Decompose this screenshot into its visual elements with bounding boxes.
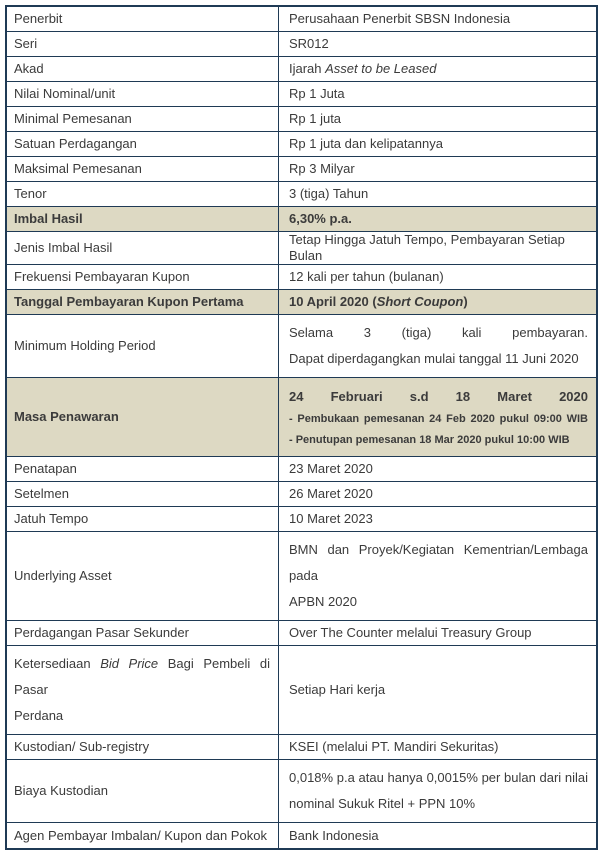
row-label: Tanggal Pembayaran Kupon Pertama <box>7 290 279 315</box>
value-line-2: nominal Sukuk Ritel + PPN 10% <box>289 796 476 811</box>
row-value: 23 Maret 2020 <box>279 457 596 482</box>
row-label: Jenis Imbal Hasil <box>7 232 279 265</box>
row-label: Tenor <box>7 182 279 207</box>
value-line-1: Selama 3 (tiga) kali pembayaran. <box>289 325 588 340</box>
value-line-2: Dapat diperdagangkan mulai tanggal 11 Juni 2020 <box>289 351 579 366</box>
row-label: Minimum Holding Period <box>7 315 279 378</box>
row-label: Perdagangan Pasar Sekunder <box>7 621 279 646</box>
row-value <box>279 57 596 82</box>
row-label: Seri <box>7 32 279 57</box>
row-value: Bank Indonesia <box>289 827 379 843</box>
row-value <box>279 378 596 457</box>
label-line-1: Ketersediaan Bid Price Bagi Pembeli di Pasar <box>14 656 270 697</box>
value-line-1: 24 Februari s.d 18 Maret 2020 <box>289 389 588 404</box>
row-value: Perusahaan Penerbit SBSN Indonesia <box>279 7 596 32</box>
row-label: Underlying Asset <box>7 532 279 621</box>
row-value <box>279 315 596 378</box>
label-line-2: Perdana <box>14 708 64 723</box>
row-value: Tetap Hingga Jatuh Tempo, Pembayaran Setiap Bulan <box>279 232 596 265</box>
value-line-2: - Pembukaan pemesanan 24 Feb 2020 pukul 09:00 WIB <box>289 413 588 425</box>
row-label: Agen Pembayar Imbalan/ Kupon dan Pokok <box>7 823 279 848</box>
row-label: Kustodian/ Sub-registry <box>7 735 279 760</box>
value-line-2: APBN 2020 <box>289 594 357 609</box>
row-label: Biaya Kustodian <box>7 760 279 823</box>
italic-term: Asset to be Leased <box>325 61 437 76</box>
row-value <box>279 290 596 315</box>
row-label <box>7 646 279 735</box>
row-value: 3 (tiga) Tahun <box>279 182 596 207</box>
value-line-1: 0,018% p.a atau hanya 0,0015% per bulan dari nilai <box>289 770 588 785</box>
row-value: 6,30% p.a. <box>279 207 596 232</box>
row-value: 10 Maret 2023 <box>279 507 596 532</box>
row-value: Rp 1 Juta <box>279 82 596 107</box>
row-label: Imbal Hasil <box>7 207 279 232</box>
value-line-1: BMN dan Proyek/Kegiatan Kementrian/Lembaga pada <box>289 542 588 583</box>
italic-term: Bid Price <box>100 656 159 671</box>
row-value <box>279 532 596 621</box>
value-text: 10 April 2020 (Short Coupon) <box>289 294 468 309</box>
row-value: SR012 <box>279 32 596 57</box>
row-label: Setelmen <box>7 482 279 507</box>
value-text: Ijarah Asset to be Leased <box>289 61 437 76</box>
row-label: Penerbit <box>7 7 279 32</box>
italic-term: Short Coupon <box>376 294 464 309</box>
row-value: 12 kali per tahun (bulanan) <box>279 265 596 290</box>
row-value: Rp 1 juta <box>279 107 596 132</box>
row-value: Over The Counter melalui Treasury Group <box>279 621 596 646</box>
row-label: Satuan Perdagangan <box>7 132 279 157</box>
row-value: 26 Maret 2020 <box>279 482 596 507</box>
row-value: Setiap Hari kerja <box>279 646 596 735</box>
row-label: Maksimal Pemesanan <box>7 157 279 182</box>
row-label: Nilai Nominal/unit <box>7 82 279 107</box>
row-value <box>279 760 596 823</box>
row-value: Rp 1 juta dan kelipatannya <box>279 132 596 157</box>
row-label: Minimal Pemesanan <box>7 107 279 132</box>
row-value: KSEI (melalui PT. Mandiri Sekuritas) <box>279 735 596 760</box>
row-label: Akad <box>7 57 279 82</box>
row-value: Rp 3 Milyar <box>279 157 596 182</box>
row-label: Penatapan <box>7 457 279 482</box>
row-label: Frekuensi Pembayaran Kupon <box>7 265 279 290</box>
value-line-3: - Penutupan pemesanan 18 Mar 2020 pukul 10:00 WIB <box>289 434 570 446</box>
row-label: Masa Penawaran <box>7 378 279 457</box>
bond-terms-table <box>5 5 598 850</box>
row-label: Jatuh Tempo <box>7 507 279 532</box>
